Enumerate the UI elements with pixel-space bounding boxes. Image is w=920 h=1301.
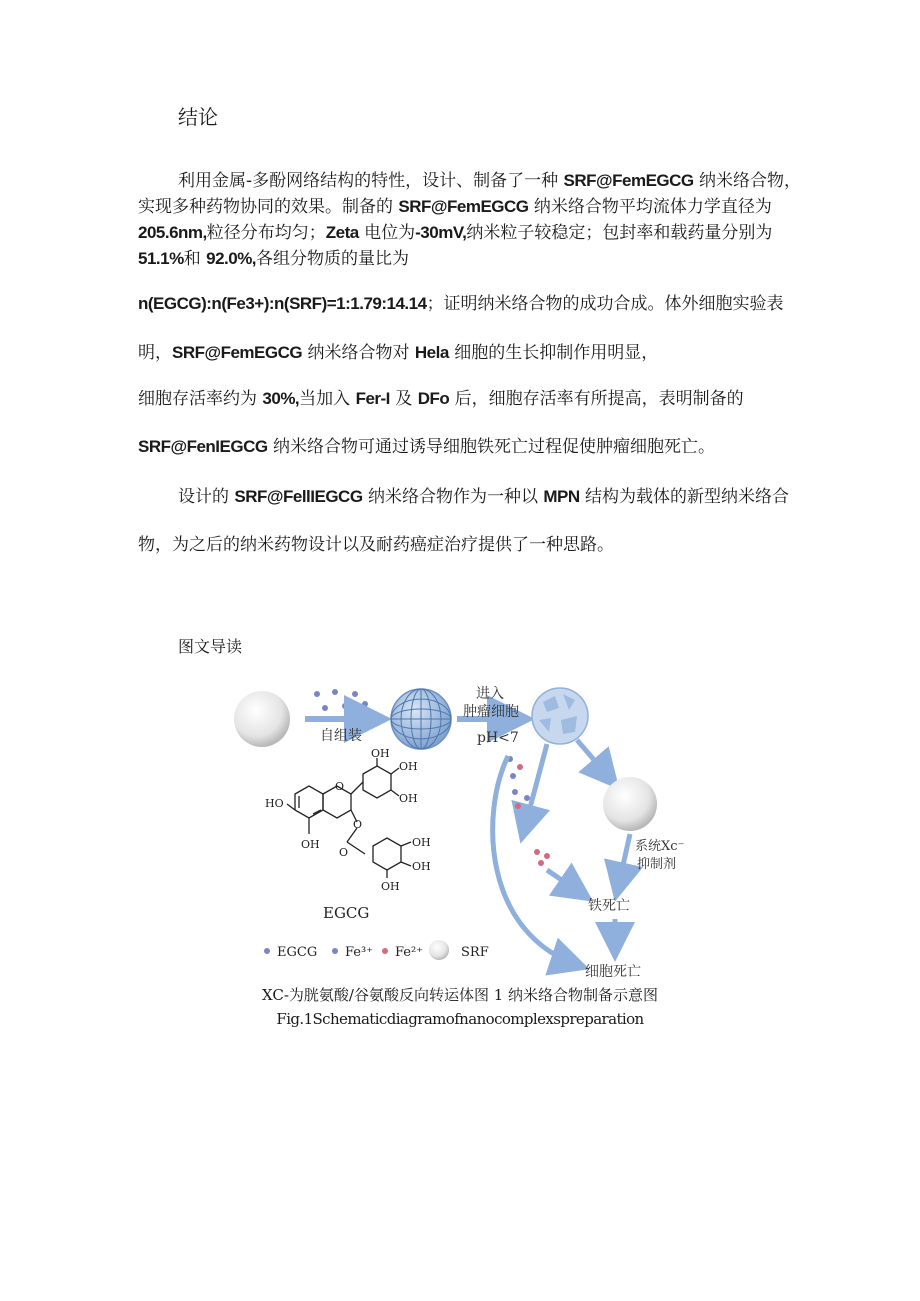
inhibitor-arrow <box>617 834 630 892</box>
self-assembly-label: 自组装 <box>320 728 362 744</box>
svg-text:SRF: SRF <box>461 945 489 960</box>
paragraph-line: 51.1%和 92.0%,各组分物质的量比为 <box>138 249 410 269</box>
inhibitor-label: 抑制剂 <box>637 857 677 872</box>
svg-text:OH: OH <box>381 880 400 893</box>
egcg-molecule-label: EGCG <box>323 904 370 922</box>
egcg-atom-labels <box>265 747 431 893</box>
section-heading: 结论 <box>178 105 218 129</box>
paragraph-line: 利用金属-多酚网络结构的特性，设计、制备了一种 SRF@FemEGCG 纳米络合物， <box>178 171 802 191</box>
svg-text:OH: OH <box>399 760 418 773</box>
arrow-to-ions <box>523 744 547 834</box>
svg-text:O: O <box>335 780 345 793</box>
enter-label-2: 肿瘤细胞 <box>463 704 519 720</box>
paragraph-line: 205.6nm,粒径分布均匀；Zeta 电位为-30mV,纳米粒子较稳定；包封率和载药量分别为 <box>138 223 773 243</box>
cell-death-label: 细胞死亡 <box>585 964 641 980</box>
figure-caption-chinese: XC-为胱氨酸/谷氨酸反向转运体图 1 纳米络合物制备示意图 <box>261 986 659 1004</box>
paragraph-line: 实现多种药物协同的效果。制备的 SRF@FemEGCG 纳米络合物平均流体力学直径为 <box>138 197 772 217</box>
enter-label-1: 进入 <box>476 686 504 702</box>
svg-text:OH: OH <box>371 747 390 760</box>
mpn-nanocomplex <box>391 689 451 749</box>
paragraph-line: 明，SRF@FemEGCG 纳米络合物对 Hela 细胞的生长抑制作用明显， <box>138 343 659 363</box>
svg-text:OH: OH <box>399 792 418 805</box>
svg-text:O: O <box>339 846 349 859</box>
figure-guide-title: 图文导读 <box>178 637 243 656</box>
egcg-molecule <box>287 758 411 878</box>
svg-text:OH: OH <box>412 836 431 849</box>
srf-released <box>603 777 657 831</box>
egcg-fe-particles <box>314 689 368 711</box>
svg-text:OH: OH <box>301 838 320 851</box>
ferroptosis-label: 铁死亡 <box>588 898 630 914</box>
figure-caption-english: Fig.1Schematicdiagramofnanocomplexspreparation <box>276 1010 644 1028</box>
paragraph-line: 设计的 SRF@FellIEGCG 纳米络合物作为一种以 MPN 结构为载体的新型纳米络合 <box>178 487 790 507</box>
paragraph-line: SRF@FenIEGCG 纳米络合物可通过诱导细胞铁死亡过程促使肿瘤细胞死亡。 <box>138 437 715 457</box>
svg-text:HO: HO <box>265 797 284 810</box>
svg-text:Fe³⁺: Fe³⁺ <box>345 945 374 960</box>
degraded-nanocomplex <box>532 688 588 744</box>
schematic-figure <box>225 664 695 984</box>
ph-label: pH<7 <box>477 730 519 746</box>
svg-text:Fe²⁺: Fe²⁺ <box>395 945 424 960</box>
system-xc-label: 系统Xc⁻ <box>635 839 685 854</box>
srf-nanoparticle <box>234 691 290 747</box>
ions-to-ferroptosis-arrow <box>547 870 585 896</box>
arrow-to-srf <box>577 740 613 782</box>
svg-text:EGCG: EGCG <box>277 945 318 960</box>
svg-text:O: O <box>353 818 363 831</box>
paragraph-line: 细胞存活率约为 30%,当加入 Fer-I 及 DFo 后，细胞存活率有所提高，表明制备的 <box>138 389 744 409</box>
paragraph-line: n(EGCG):n(Fe3+):n(SRF)=1:1.79:14.14；证明纳米络合物的成功合成。体外细胞实验表 <box>138 294 784 314</box>
svg-text:OH: OH <box>412 860 431 873</box>
paragraph-line: 物，为之后的纳米药物设计以及耐药癌症治疗提供了一种思路。 <box>138 535 614 555</box>
figure-legend <box>264 940 489 960</box>
